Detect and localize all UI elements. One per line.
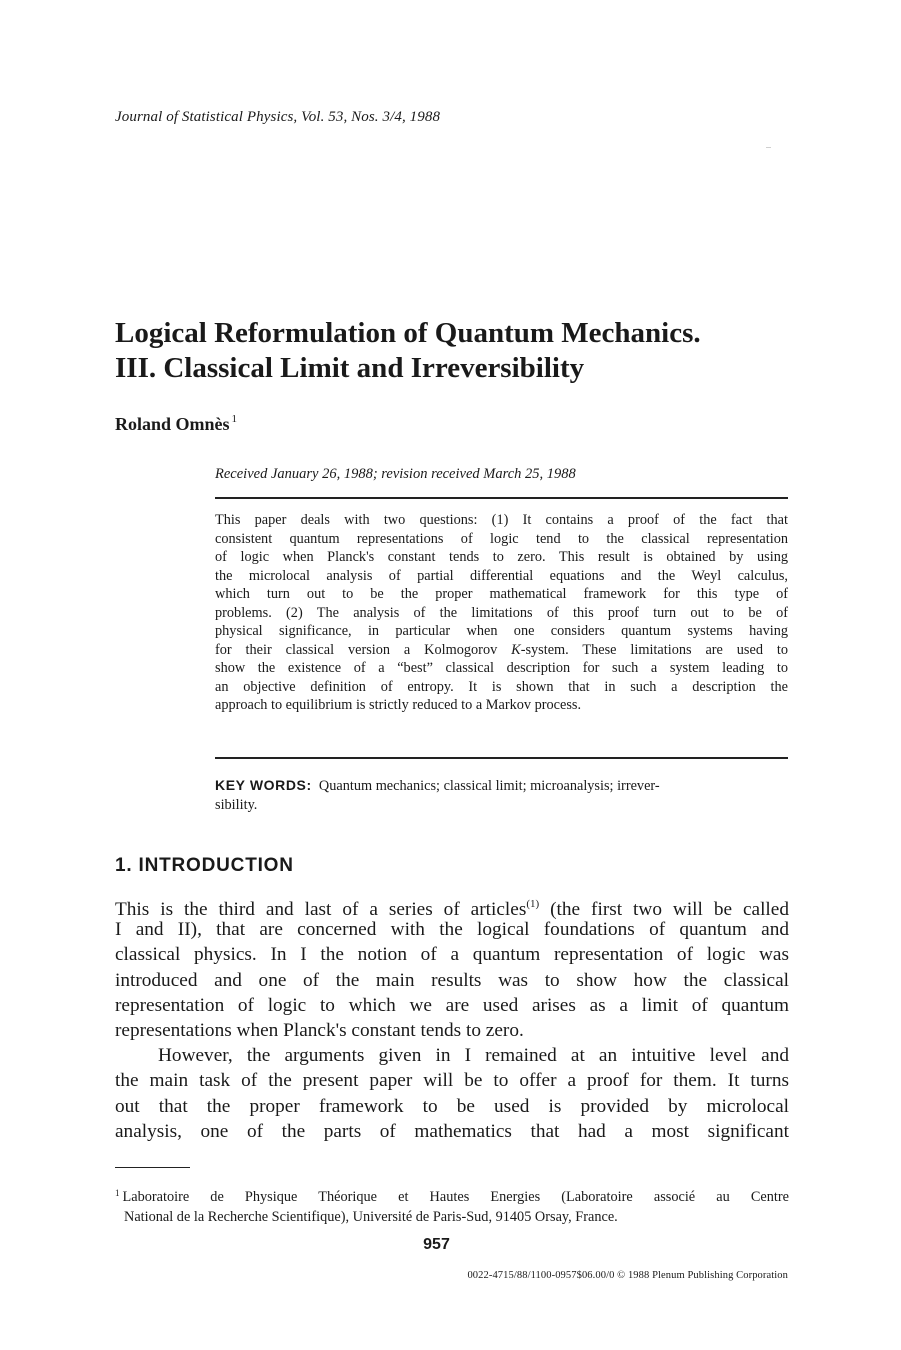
abstract-line: physical significance, in particular when one considers quantum systems having (215, 623, 788, 639)
abstract-line: of logic when Planck's constant tends to zero. This result is obtained by using (215, 549, 788, 565)
section-heading: 1. INTRODUCTION (115, 855, 294, 876)
scan-mark (766, 147, 771, 148)
title-line: III. Classical Limit and Irreversibility (115, 352, 585, 384)
abstract-line: This paper deals with two questions: (1) It contains a proof of the fact that (215, 512, 788, 528)
footnote-line: Laboratoire de Physique Théorique et Hautes Energies (Laboratoire associé au Centre (122, 1189, 789, 1205)
title-line: Logical Reformulation of Quantum Mechanics. (115, 317, 701, 349)
abstract-bottom-rule (215, 757, 788, 759)
body-line: representation of logic to which we are used arises as a limit of quantum (115, 994, 789, 1016)
received-dates: Received January 26, 1988; revision received March 25, 1988 (215, 466, 576, 482)
author-name: Roland Omnès (115, 414, 230, 434)
body-text (115, 892, 789, 1144)
abstract-line: problems. (2) The analysis of the limitations of this proof turn out to be of (215, 604, 788, 621)
affiliation-mark: 1 (231, 413, 238, 425)
journal-citation: Journal of Statistical Physics, Vol. 53, Nos. 3/4, 1988 (115, 109, 441, 125)
footnote-mark: 1 (115, 1188, 120, 1198)
abstract-line: the microlocal analysis of partial differential equations and the Weyl calculus, (215, 567, 788, 584)
abstract-line: consistent quantum representations of logic tend to the classical representation (215, 530, 788, 547)
keywords-text-cont: sibility. (215, 797, 258, 813)
footnote-line: National de la Recherche Scientifique), Université de Paris-Sud, 91405 Orsay, France. (124, 1209, 618, 1225)
abstract (215, 511, 788, 715)
page-number: 957 (423, 1236, 450, 1253)
abstract-line: an objective definition of entropy. It is shown that in such a description the (215, 678, 788, 695)
body-line: introduced and one of the main results was to show how the classical (115, 969, 789, 991)
body-line: I and II), that are concerned with the logical foundations of quantum and (115, 919, 789, 941)
paper-title (115, 316, 795, 386)
abstract-top-rule (215, 497, 788, 499)
footnote-rule (115, 1167, 190, 1168)
body-line: representations when Planck's constant tends to zero. (115, 1019, 524, 1041)
abstract-line: approach to equilibrium is strictly reduced to a Markov process. (215, 697, 582, 713)
footnote (115, 1183, 789, 1227)
body-line: However, the arguments given in I remained at an intuitive level and (158, 1045, 789, 1067)
abstract-line: which turn out to be the proper mathematical framework for this type of (215, 586, 788, 602)
body-line: analysis, one of the parts of mathematics that had a most significant (115, 1120, 789, 1142)
body-line: classical physics. In I the notion of a quantum representation of logic was (115, 944, 789, 966)
keywords-label: KEY WORDS: (215, 777, 312, 793)
keywords (215, 776, 788, 815)
abstract-line: for their classical version a Kolmogorov K-system. These limitations are used to (215, 641, 788, 658)
body-line: This is the third and last of a series of articles$^{(1)}$ (the first two will be called (115, 898, 789, 920)
body-line: the main task of the present paper will be to offer a proof for them. It turns (115, 1070, 789, 1092)
reference-marker: (1) (526, 898, 540, 910)
abstract-line: show the existence of a “best” classical description for such a system leading to (215, 660, 788, 676)
author (115, 413, 237, 435)
copyright-line: 0022-4715/88/1100-0957$06.00/0 © 1988 Plenum Publishing Corporation (467, 1270, 788, 1281)
body-line: out that the proper framework to be used is provided by microlocal (115, 1095, 789, 1117)
keywords-text: Quantum mechanics; classical limit; microanalysis; irrever- (318, 778, 660, 794)
